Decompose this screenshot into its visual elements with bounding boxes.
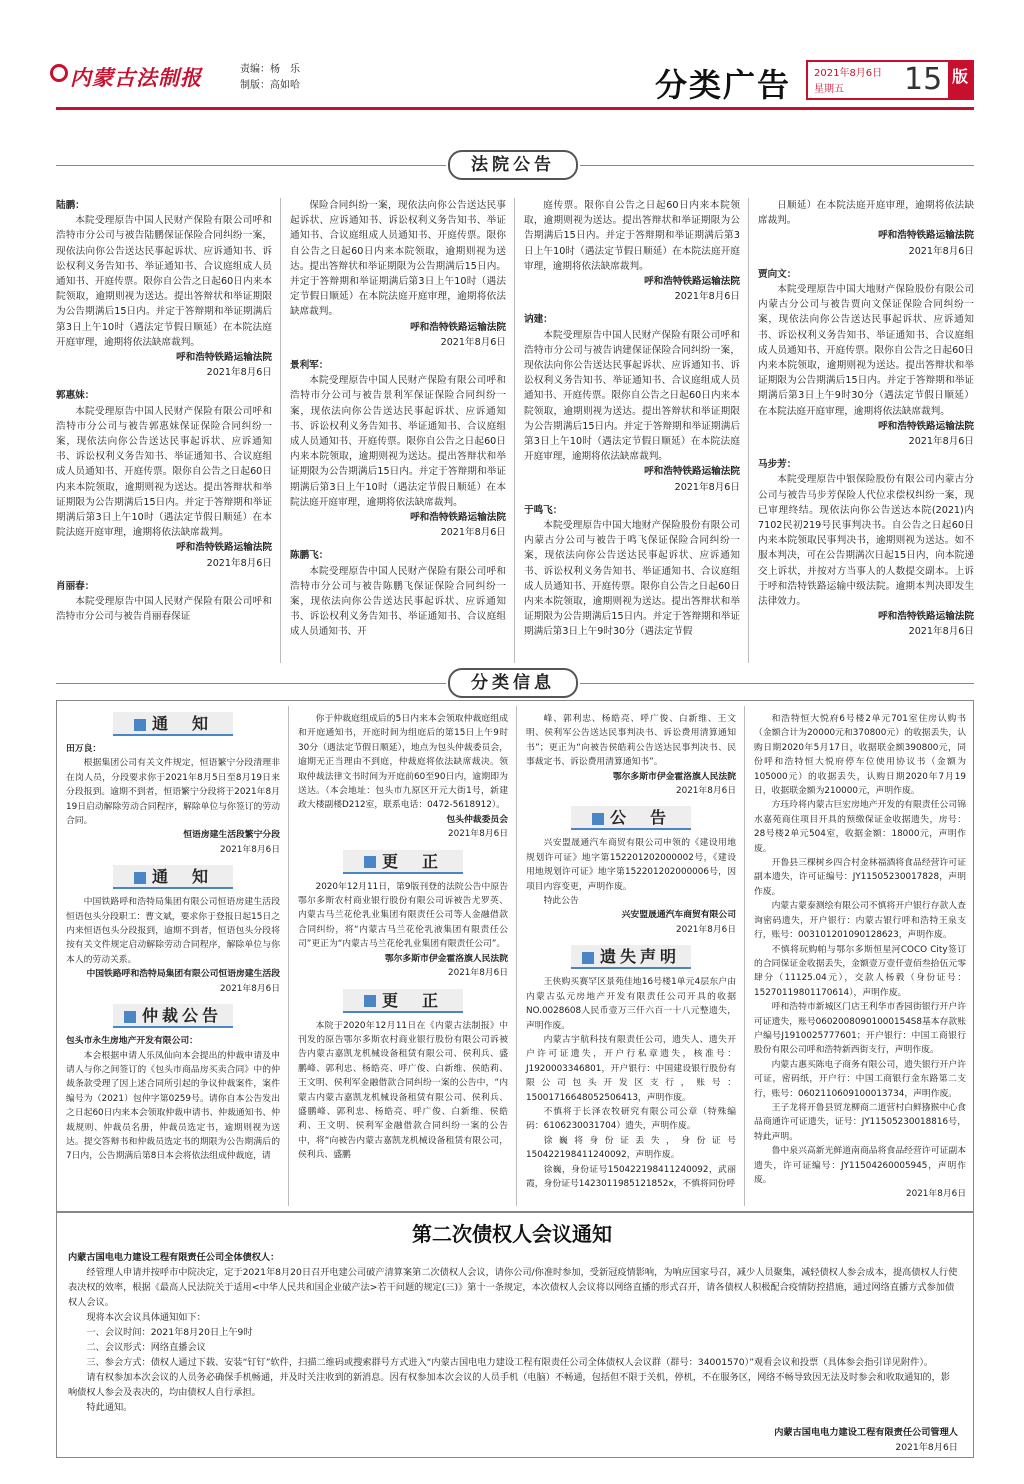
category-heading: 更 正 [343, 989, 463, 1013]
notice-addressee: 贾向文： [758, 268, 797, 280]
notice-date: 2021年8月6日 [908, 436, 974, 448]
court-column-1 [56, 198, 272, 624]
category-icon [364, 856, 376, 868]
category-heading: 通 知 [113, 712, 233, 736]
notice-text: 徐巍将身份证丢失，身份证号150422198411240092，声明作废。 [526, 1135, 736, 1161]
court-signature: 呼和浩特铁路运输法院 [878, 611, 974, 623]
notice-date: 2021年8月6日 [220, 983, 280, 994]
court-column-4 [758, 198, 974, 648]
notice-addressee: 陆鹏： [56, 200, 85, 211]
notice-date: 2021年8月6日 [448, 829, 508, 840]
notice-text: 兴安盟晟通汽车商贸有限公司申领的《建设用地规划许可证》地字第152201202000002号，《建设用地规划许可证》地字第152201202000006号，因项目内容变更，声明作废。 [526, 838, 736, 892]
category-icon [364, 995, 376, 1007]
notice-text: 开鲁县三棵树乡四合村金林福酒将食品经营许可证副本遗失，许可证编号：JY11505230017828，声明作废。 [754, 858, 966, 897]
column-divider [288, 706, 289, 1206]
notice-addressee: 郭惠妹： [56, 390, 95, 402]
notice-addressee: 田万良： [66, 744, 102, 754]
notice-paragraph: 经管理人申请并按呼市中院决定，定于2021年8月20日召开电建公司破产清算案第二次债权人会议，请你公司/你准时参加，受新冠疫情影响，为响应国家号召，减少人员聚集，减轻债权人参会成本，提高债权人行使表决权的效率，根据《最高人民法院关于适用<中华人民共和国企业破产法>若干问题的规定(三)》第十一条规定，本次债权人会议将以网络直播的形式召开，请各债权人积极配合疫情防控措施，通过网络直播方式参加债权人会议。 [68, 1267, 958, 1308]
court-signature: 呼和浩特铁路运输法院 [878, 420, 974, 432]
category-heading: 更 正 [343, 850, 463, 874]
section-title: 分类广告 [655, 66, 792, 104]
notice-text: 日顺延）在本院法庭开庭审理，逾期将依法缺席裁判。 [758, 200, 974, 227]
notice-date: 2021年8月6日 [908, 626, 974, 638]
notice-text: 方珏玲将内蒙古巨宏房地产开发的有限责任公司锦水嘉苑商住项目开具的预缴保证金收据遗失，房号：28号楼2单元504室，收据金额：18000元，声明作废。 [754, 800, 966, 854]
notice-signature: 恒语房建生活段繁宁分段 [183, 830, 280, 841]
category-heading: 公 告 [571, 806, 691, 830]
banner-line-right [580, 683, 974, 684]
court-column-2 [290, 198, 506, 640]
court-signature: 呼和浩特铁路运输法院 [410, 321, 506, 333]
column-divider [744, 706, 745, 1206]
notice-addressee: 肖丽春： [56, 580, 95, 592]
notice-text: 本院受理原告中国人民财产保险有限公司呼和浩特市分公司与被告讷建保证保险合同纠纷一案，现依法向你公告送达民事起诉状、应诉通知书、诉讼权利义务告知书、举证通知书、合议庭组成人员通知书、开庭传票。限你自公告之日起60日内来本院领取，逾期则视为送达。提出答辩状和举证期限为公告期满后15日内。并定于答辩期和举证期满后第3日上午10时（遇法定节假日顺延）在本院法庭开庭审理，逾期将依法缺席裁判。 [524, 329, 740, 463]
notice-signature: 包头仲裁委员会 [446, 814, 508, 825]
notice-date: 2021年8月6日 [674, 481, 740, 493]
page-number: 15 [904, 62, 943, 97]
notice-text: 中国铁路呼和浩特局集团有限公司恒语房建生活段恒语包头分段职工：曹文斌，要求你于登报日起15日之内来恒语包头分段报到，逾期不到者，恒语包头分段将按有关文件规定启动解除劳动合同程序，解除单位与你本人的劳动关系。 [66, 897, 280, 965]
notice-date: 2021年8月6日 [895, 1442, 958, 1453]
classified-column-2 [298, 712, 508, 1163]
category-heading: 仲裁公告 [113, 1004, 233, 1028]
notice-text: 内蒙古蒙泰测绘有限公司不慎将开户银行存款人查询密码遗失，开户银行：内蒙古银行呼和浩特王泉支行，账号：003101201090128623，声明作废。 [754, 901, 966, 941]
notice-text: 内蒙古惠买陈电子商务有限公司，遗失银行开户许可证，密码纸，开户行：中国工商银行金东路第二支行，账号：0602110609100013734，声明作废。 [754, 1059, 966, 1099]
notice-text: 内蒙古宇航科技有限责任公司，遗失人、遗失开户许可证遗失，开户行私章遗失，核准号：J1920003346801，开户银行：中国建设银行股份有限公司包头开发区支行，账号：15001716648052506413，声明作废。 [526, 1034, 736, 1103]
notice-text: 本会根据申请人乐凤仙向本会提出的仲裁申请及申请人与你之间签订的《包头市商品房买卖合同》中的仲裁条款受理了因上述合同所引起的争议仲裁案件，案件编号为（2021）包仲字第0259号。请你自本公告发出之日起60日内来本会领取仲裁申请书、仲裁通知书、仲裁规则、仲裁员名册，仲裁员选定书，逾期则视为送达。提交答辩书和仲裁员选定书的期限为公告期满后的7日内，公告期满后第8日本会将依法组成仲裁庭，请 [66, 1050, 280, 1162]
page-ban-label: 版 [948, 62, 972, 98]
category-icon [592, 813, 604, 825]
category-heading: 遗失声明 [571, 945, 691, 969]
notice-signature: 兴安盟晟通汽车商贸有限公司 [621, 910, 736, 921]
notice-text: 特此公告 [543, 896, 579, 907]
notice-addressee: 讷建： [524, 314, 553, 326]
notice-signature: 中国铁路呼和浩特局集团有限公司恒语房建生活段 [86, 969, 280, 980]
notice-date: 2021年8月6日 [676, 924, 736, 935]
notice-text: 本院于2020年12月11日在《内蒙古法制报》中刊发的原告鄂尔多斯农村商业银行股份有限公司诉被告内蒙古嘉凯龙机械设备租赁有限公司、侯利兵、盛鹏峰、郭利忠、杨皓亮、呼广俊、白新维、侯皓莉、王文明、侯利军金融借款合同纠纷一案的公告中，“内蒙古内蒙古嘉凯龙机械设备租赁有限公司、侯利兵、盛鹏峰、郭利忠、杨皓亮、呼广俊、白新维、侯皓莉、王文明、侯利军金融借款合同纠纷一案的公告中，将“向被告内蒙古嘉凯龙机械设备租赁有限公司，侯利兵、盛鹏 [298, 1020, 508, 1161]
classified-banner: 分类信息 [448, 668, 578, 698]
notice-text: 本院受理原告中国人民财产保险有限公司呼和浩特市分公司与被告陆鹏保证保险合同纠纷一案，现依法向你公告送达民事起诉状、应诉通知书、诉讼权利义务告知书、举证通知书、合议庭组成人员通知书、开庭传票。限你自公告之日起60日内来本院领取，逾期则视为送达。提出答辩状和举证期限为公告期满后15日内。并定于答辩期和举证期满后第3日上午10时（遇法定节假日顺延）在本院法庭开庭审理，逾期将依法缺席裁判。 [56, 215, 272, 348]
notice-text: 峰、郭利忠、杨皓亮、呼广俊、白新维、王文明、侯利军公告送达民事判决书、诉讼费用清算通知书”；更正为“向被告侯皓莉公告送达民事判决书、民事裁定书、诉讼费用清算通知书”。 [526, 714, 736, 768]
issue-weekday: 星期五 [814, 84, 844, 95]
column-divider [516, 706, 517, 1206]
notice-paragraph: 二、会议形式：网络直播会议 [86, 1342, 206, 1353]
notice-text: 根据集团公司有关文件规定，恒语繁宁分段清理非在岗人员，分段要求你于2021年8月5日至8月19日来分段报到。逾期不到者，恒语繁宁分段将于2021年8月19日启动解除劳动合同程序，解除单位与你签订的劳动合同。 [66, 758, 280, 827]
notice-text: 鲁中泉兴高新光鲜道南商品将食品经营许可证副本遗失，许可证编号：JY11504260005945，声明作废。 [754, 1146, 966, 1185]
notice-paragraph: 一、会议时间：2021年8月20日上午9时 [86, 1327, 253, 1338]
category-heading: 通 知 [113, 865, 233, 889]
notice-addressee: 内蒙古国电电力建设工程有限责任公司全体债权人： [68, 1252, 280, 1263]
notice-paragraph: 三、参会方式：债权人通过下载、安装“钉钉”软件，扫描二维码或搜索群号方式进入“内蒙古国电电力建设工程有限责任公司全体债权人会议群（群号：34001570）”观看会议和投票（具体参会指引详见附件）。 [86, 1357, 934, 1368]
notice-text: 本院受理原告中国人民财产保险有限公司呼和浩特市分公司与被告景利军保证保险合同纠纷一案，现依法向你公告送达民事起诉状、应诉通知书、诉讼权利义务告知书、举证通知书、合议庭组成人员通知书、开庭传票。限你自公告之日起60日内来本院领取，逾期则视为送达。提出答辩状和举证期限为公告期满后15日内。并定于答辩期和举证期满后第3日上午10时（遇法定节假日顺延）在本院法庭开庭审理，逾期将依法缺席裁判。 [290, 375, 506, 508]
classified-column-3 [526, 712, 736, 1191]
masthead [50, 58, 974, 108]
notice-date: 2021年8月6日 [440, 336, 506, 348]
notice-text: 本院受理原告中国人民财产保险有限公司呼和浩特市分公司与被告陈鹏飞保证保险合同纠纷一案，现依法向你公告送达民事起诉状、应诉通知书、诉讼权利义务告知书、举证通知书、合议庭组成人员通知书、开 [290, 565, 506, 638]
banner-line-right [580, 165, 974, 166]
category-icon [124, 1011, 136, 1023]
notice-text: 保险合同纠纷一案，现依法向你公告送达民事起诉状、应诉通知书、诉讼权利义务告知书、举证通知书、合议庭组成人员通知书、开庭传票。限你自公告之日起60日内来本院领取，逾期则视为送达。提出答辩状和举证期限为公告期满后15日内。并定于答辩期和举证期满后第3日上午10时（遇法定节假日顺延）在本院法庭开庭审理，逾期将依法缺席裁判。 [290, 200, 506, 318]
notice-text: 2020年12月11日，第9版刊登的法院公告中原告鄂尔多斯农村商业银行股份有限公司诉被告尤罗英、内蒙古马兰花伦乳业集团有限责任公司等人金融借款合同纠纷，将“内蒙古马兰花伦乳液集团有限责任公司”更正为“内蒙古马兰花伦乳业集团有限责任公司”。 [298, 881, 508, 950]
notice-addressee: 包头市永生房地产开发有限公司： [66, 1036, 198, 1047]
notice-date: 2021年8月6日 [220, 844, 280, 855]
banner-line-left [56, 683, 446, 684]
court-signature: 呼和浩特铁路运输法院 [410, 512, 506, 524]
notice-date: 2021年8月6日 [440, 527, 506, 539]
notice-signature: 内蒙古国电电力建设工程有限责任公司管理人 [774, 1427, 958, 1438]
meeting-notice-title: 第二次债权人会议通知 [412, 1222, 612, 1246]
notice-date: 2021年8月6日 [674, 291, 740, 303]
notice-date: 2021年8月6日 [206, 367, 272, 379]
issue-date: 2021年8月6日 [814, 68, 883, 79]
column-divider [748, 198, 749, 663]
notice-addressee: 于鸣飞： [524, 504, 563, 516]
court-signature: 呼和浩特铁路运输法院 [878, 230, 974, 242]
court-signature: 呼和浩特铁路运输法院 [176, 542, 272, 554]
notice-text: 本院受理原告中国人民财产保险有限公司呼和浩特市分公司与被告肖丽春保证 [56, 596, 272, 623]
notice-addressee: 马步芳： [758, 459, 797, 471]
editor-line: 责编：杨 乐 [240, 64, 300, 75]
notice-text: 不慎将于长泽农牧研究有限公司公章（特殊编码：6106230031704）遗失，声明作废。 [526, 1106, 736, 1132]
category-icon [134, 719, 146, 731]
producer-line: 制版：高如哈 [240, 80, 300, 91]
court-column-3 [524, 198, 740, 640]
classified-column-1 [66, 712, 280, 1164]
notice-text: 本院受理原告中银保险股份有限公司内蒙古分公司与被告马步芳保险人代位求偿权纠纷一案，现已审理终结。现依法向你公告送达本院(2021)内7102民初219号民事判决书。自公告之日起60日内来本院领取民事判决书，逾期则视为送达。如不服本判决，可在公告期满次日起15日内，向本院递交上诉状，并按对方当事人的人数提交副本。上诉于呼和浩特铁路运输中级法院。逾期本判决即发生法律效力。 [758, 474, 974, 608]
notice-addressee: 景利军： [290, 360, 329, 372]
notice-text: 王侠购买赛罕区景苑佳地16号楼1单元4层东户由内蒙古弘元房地产开发有限责任公司开具的收据NO.0028608人民币壹万三仟六百一十八元整遗失，声明作废。 [526, 977, 736, 1031]
notice-addressee: 陈鹏飞： [290, 550, 329, 562]
editor-credits [240, 62, 300, 94]
notice-date: 2021年8月6日 [906, 1189, 966, 1200]
meeting-notice-body [68, 1250, 958, 1455]
notice-text: 本院受理原告中国人民财产保险有限公司呼和浩特市分公司与被告郭惠妹保证保险合同纠纷一案，现依法向你公告送达民事起诉状、应诉通知书、诉讼权利义务告知书、举证通知书、合议庭组成人员通知书、开庭传票。限你自公告之日起60日内来本院领取，逾期则视为送达。提出答辩状和举证期限为公告期满后15日内。并定于答辩期和举证期满后第3日上午10时（遇法定节假日顺延）在本院法庭开庭审理，逾期将依法缺席裁判。 [56, 405, 272, 539]
notice-text: 本院受理原告中国大地财产保险股份有限公司内蒙古分公司与被告贾向文保证保险合同纠纷一案，现依法向你公告送达民事起诉状、应诉通知书、诉讼权利义务告知书、举证通知书、合议庭组成人员通知书、开庭传票。限你自公告之日起60日内来本院领取，逾期则视为送达。提出答辩状和举证期限为公告期满后15日内。并定于答辩期和举证期满后第3日上午9时30分（遇法定节假日顺延）在本院法庭开庭审理，逾期将依法缺席裁判。 [758, 284, 974, 417]
notice-text: 徐巍，身份证号150422198411240092，武丽霞，身份证号1423011985121852x，不慎将同份呼 [526, 1164, 736, 1189]
notice-text: 不慎将玩购帕与鄂尔多斯恒星河COCO City签订的合同保证金收据丢失，金额壹万壹仟壹佰叁拾伍元零肆分（11125.04元），交款人杨毅（身份证号：15270119801170614），声明作废。 [754, 944, 966, 998]
notice-paragraph: 请有权参加本次会议的人员务必确保手机畅通，并及时关注收到的新消息。因有权参加本次会议的人员手机（电脑）不畅通，包括但不限于关机，停机，不在服务区，网络不畅导致因无法及时参会和收取通知的，影响债权人参会及表决的，均由债权人自行承担。 [68, 1372, 951, 1398]
notice-text: 庭传票。限你自公告之日起60日内来本院领取，逾期则视为送达。提出答辩状和举证期限为公告期满后15日内。并定于答辩期和举证期满后第3日上午10时（遇法定节假日顺延）在本院法庭开庭审理，逾期将依法缺席裁判。 [524, 200, 740, 272]
classified-column-4 [754, 712, 966, 1210]
court-signature: 呼和浩特铁路运输法院 [176, 352, 272, 364]
notice-signature: 鄂尔多斯市伊金霍洛旗人民法院 [612, 771, 736, 782]
newspaper-logo-mark [50, 64, 68, 82]
newspaper-logo: 内蒙古法制报 [70, 65, 202, 90]
court-signature: 呼和浩特铁路运输法院 [644, 276, 740, 288]
notice-date: 2021年8月6日 [908, 245, 974, 257]
notice-date: 2021年8月6日 [206, 557, 272, 569]
notice-text: 和浩特恒大悦府6号楼2单元701室住房认购书（金额合计为20000元和370800元）的收据丢失，认购日期2020年5月17日，收据联金额390800元，同份呼和浩特恒大悦府停车位使用协议书（金额为105000元）的收据丢失，认购日期2020年7月19日，收据联金额为210000元，声明作废。 [754, 714, 966, 797]
notice-signature: 鄂尔多斯市伊金霍洛旗人民法院 [384, 953, 508, 964]
notice-text: 呼和浩特市新城区门店王利华市香园街银行开户许可证遗失，账号06020080901000154S8基本存款账户编号J1910025777601；开户银行：中国工商银行股份有限公司呼和浩特新西街支行，声明作废。 [754, 1002, 966, 1056]
notice-date: 2021年8月6日 [676, 786, 736, 797]
court-signature: 呼和浩特铁路运输法院 [644, 466, 740, 478]
notice-paragraph: 现将本次会议具体通知如下： [86, 1312, 206, 1323]
banner-line-left [56, 165, 446, 166]
court-notice-banner: 法院公告 [448, 150, 578, 180]
notice-text: 本院受理原告中国大地财产保险股份有限公司内蒙古分公司与被告于鸣飞保证保险合同纠纷一案，现依法向你公告送达民事起诉状、应诉通知书、诉讼权利义务告知书、举证通知书、合议庭组成人员通知书、开庭传票。限你自公告之日起60日内来本院领取，逾期则视为送达。提出答辩状和举证期限为公告期满后15日内。并定于答辩期和举证期满后第3日上午9时30分（遇法定节假 [524, 520, 740, 638]
column-divider [514, 198, 515, 663]
category-icon [134, 872, 146, 884]
column-divider [280, 198, 281, 663]
date-page-box [806, 60, 974, 100]
notice-text: 王子龙将开鲁县贸龙柳商二道营村白鲜猕猴中心食品商通许可证遗失，证号：JY11505230018816号，特此声明。 [754, 1102, 966, 1142]
notice-paragraph: 特此通知。 [86, 1402, 133, 1413]
header-rule [56, 107, 974, 110]
notice-date: 2021年8月6日 [448, 968, 508, 979]
notice-text: 你于仲裁庭组成后的5日内来本会领取仲裁庭组成和开庭通知书，开庭时间为组庭后的第15日上午9时30分（遇法定节假日顺延），地点为包头仲裁委员会，逾期无正当理由不到庭，仲裁庭将依法缺席裁决。领取仲裁法律文书时间为开庭前60至90日内，逾期即为送达。（本会地址：包头市九原区开元大街1号，新建政大楼副楼D212室，联系电话：0472-5618912）。 [298, 714, 508, 811]
category-icon [582, 952, 594, 964]
